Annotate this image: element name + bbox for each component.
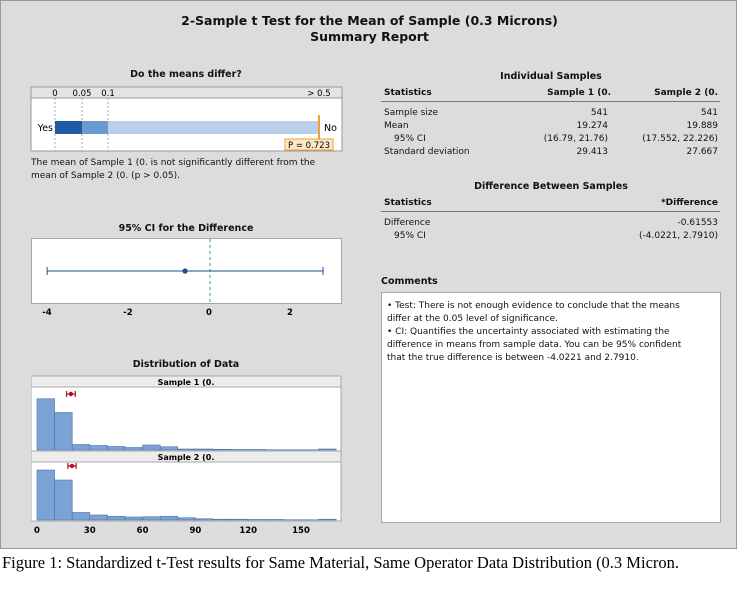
comment-line-4: difference in means from sample data. You can be 95% confident	[387, 340, 682, 350]
histogram-bar	[143, 517, 161, 520]
distribution-tick-label: 90	[189, 526, 202, 536]
row-mean-s1: 19.274	[576, 121, 608, 131]
ci-tick-label: 0	[206, 308, 212, 318]
distribution-axis	[34, 526, 310, 536]
sample1-strip-label: Sample 1 (0.	[157, 378, 215, 387]
difference-ci-label: 95% CI	[394, 231, 426, 241]
row-ci-s2: (17.552, 22.226)	[642, 134, 718, 144]
histogram-bar	[160, 516, 178, 520]
report-title: 2-Sample t Test for the Mean of Sample (0.3 Microns)	[181, 13, 558, 28]
histogram-bar	[37, 399, 55, 450]
row-mean-s2: 19.889	[686, 121, 718, 131]
individual-heading: Individual Samples	[500, 71, 602, 82]
row-stdev-label: Standard deviation	[384, 147, 470, 157]
distribution-tick-label: 30	[83, 526, 96, 536]
row-ci-label: 95% CI	[394, 134, 426, 144]
histogram-bar	[55, 413, 73, 451]
ci-plot-frame	[31, 238, 342, 304]
histogram-bar	[213, 519, 231, 520]
row-ci-s1: (16.79, 21.76)	[543, 134, 608, 144]
difference-header-value: *Difference	[660, 198, 718, 208]
histogram-bar	[195, 449, 213, 450]
ci-point-estimate	[182, 268, 187, 273]
individual-header-statistics: Statistics	[384, 88, 432, 98]
histogram-bar	[143, 445, 161, 450]
difference-row-label: Difference	[384, 218, 431, 228]
difference-row-value: -0.61553	[677, 218, 718, 228]
distribution-tick-label: 150	[292, 526, 310, 536]
row-stdev-s2: 27.667	[686, 147, 718, 157]
p-bar-segment-light	[108, 121, 319, 134]
histogram-bar	[160, 447, 178, 450]
histogram-bar	[125, 517, 143, 520]
histogram-bar	[248, 520, 266, 521]
histogram-bar	[319, 519, 337, 520]
comments-heading: Comments	[381, 276, 438, 287]
comment-line-2: differ at the 0.05 level of significance.	[387, 314, 559, 324]
histogram-bar	[90, 515, 108, 520]
report-subtitle: Summary Report	[310, 29, 429, 44]
histogram-bar	[231, 519, 249, 520]
histogram-bar	[125, 448, 143, 451]
ci-tick-label: 2	[287, 308, 293, 318]
histogram-bar	[195, 519, 213, 520]
histogram-bar	[178, 449, 196, 450]
histogram-bar	[55, 480, 73, 520]
histogram-bar	[266, 520, 284, 521]
comment-line-5: that the true difference is between -4.0221 and 2.7910.	[387, 353, 639, 363]
mean-marker	[69, 392, 73, 396]
scale-label-05: > 0.5	[307, 89, 331, 99]
difference-divider	[381, 211, 720, 212]
no-label: No	[324, 123, 337, 134]
individual-divider	[381, 101, 720, 102]
ci-chart	[32, 239, 341, 303]
comment-line-1: • Test: There is not enough evidence to conclude that the means	[387, 301, 680, 311]
individual-header-sample1: Sample 1 (0.	[547, 88, 611, 98]
histogram-bar	[107, 516, 125, 520]
ci-axis	[31, 304, 342, 318]
conclusion-line-1: The mean of Sample 1 (0. is not significantly different from the	[31, 158, 316, 168]
means-differ-heading: Do the means differ?	[130, 69, 242, 80]
means-differ-chart	[1, 85, 361, 155]
scale-label-005: 0.05	[72, 89, 92, 99]
histogram-bar	[319, 449, 337, 450]
mean-marker	[70, 464, 74, 468]
histogram-bar	[248, 450, 266, 451]
yes-label: Yes	[37, 123, 53, 134]
individual-header-sample2: Sample 2 (0.	[654, 88, 718, 98]
histogram-bar	[107, 447, 125, 451]
histogram-bar	[37, 470, 55, 520]
histogram-bar	[72, 513, 90, 521]
conclusion-line-2: mean of Sample 2 (0. (p > 0.05).	[31, 171, 180, 181]
row-mean-label: Mean	[384, 121, 409, 131]
ci-tick-label: -2	[123, 308, 133, 318]
distribution-tick-label: 120	[239, 526, 258, 536]
distribution-chart	[31, 375, 342, 537]
histogram-bar	[90, 446, 108, 451]
p-bar-segment-dark	[55, 121, 82, 134]
histogram-bar	[178, 518, 196, 520]
difference-header-statistics: Statistics	[384, 198, 432, 208]
comment-line-3: • CI: Quantifies the uncertainty associated with estimating the	[387, 327, 670, 337]
difference-ci-value: (-4.0221, 2.7910)	[639, 231, 718, 241]
histogram-bar	[213, 449, 231, 450]
figure-caption: Figure 1: Standardized t-Test results for Same Material, Same Operator Data Distribution (0.3 Micron.	[2, 553, 680, 572]
ci-heading: 95% CI for the Difference	[118, 223, 254, 234]
row-sample-size-s2: 541	[700, 108, 718, 118]
p-value-label: P = 0.723	[288, 141, 330, 151]
difference-heading: Difference Between Samples	[474, 181, 628, 192]
histogram-bar	[231, 450, 249, 451]
row-sample-size-label: Sample size	[384, 108, 439, 118]
sample2-strip-label: Sample 2 (0.	[157, 453, 215, 462]
distribution-heading: Distribution of Data	[132, 359, 240, 370]
row-stdev-s1: 29.413	[576, 147, 608, 157]
ci-tick-label: -4	[42, 308, 52, 318]
distribution-tick-label: 0	[34, 526, 40, 536]
comments-box	[381, 292, 721, 523]
histogram-bar	[72, 445, 90, 451]
scale-label-01: 0.1	[101, 89, 115, 99]
p-bar-segment-mid	[82, 121, 108, 134]
row-sample-size-s1: 541	[590, 108, 608, 118]
distribution-tick-label: 60	[136, 526, 149, 536]
scale-label-0: 0	[52, 89, 58, 99]
